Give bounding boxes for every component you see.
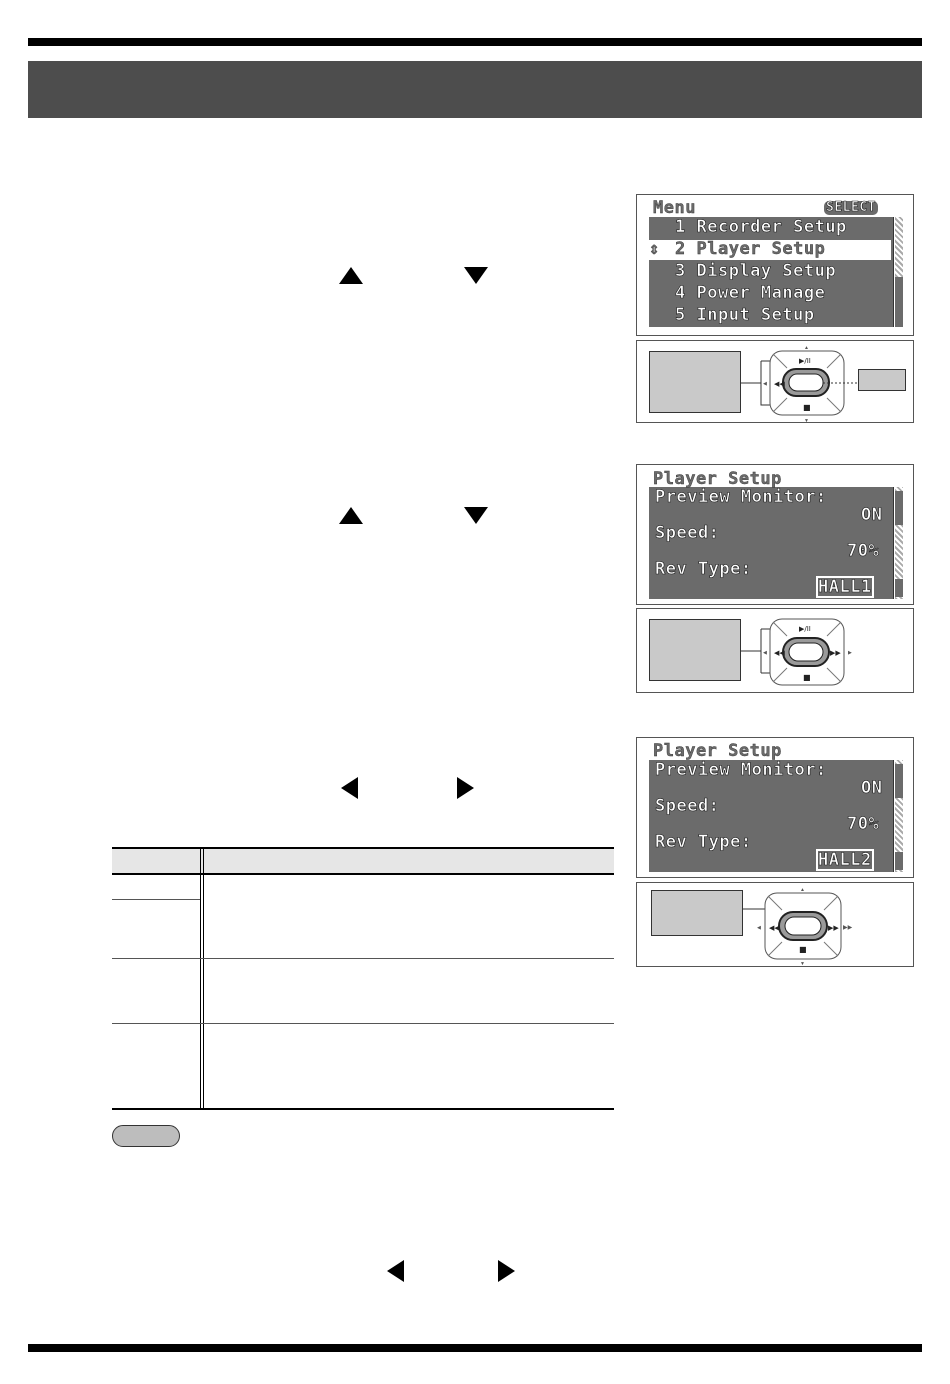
svg-text:▼: ▼ [800, 961, 805, 967]
lcd-screen-player-setup-1 [636, 464, 914, 605]
table-header-rule [112, 873, 614, 875]
svg-text:■: ■ [799, 945, 807, 954]
scrollbar [893, 217, 903, 327]
setting-value-preview-monitor: ON [861, 505, 883, 525]
triangle-up-icon [339, 267, 363, 284]
triangle-up-icon [339, 507, 363, 524]
svg-text:◀: ◀ [757, 925, 761, 931]
top-rule [28, 38, 922, 46]
table-row-divider [112, 958, 614, 959]
section-title-bar [28, 61, 922, 118]
svg-text:■: ■ [803, 403, 811, 412]
controller-diagram-1 [636, 340, 914, 423]
lcd-screen-menu [636, 194, 914, 336]
scrollbar [893, 487, 903, 599]
svg-text:▼: ▼ [804, 418, 809, 423]
bottom-rule [28, 1344, 922, 1352]
setting-label-preview-monitor: Preview Monitor: [655, 760, 827, 780]
triangle-right-icon [498, 1260, 515, 1282]
setting-value-rev-type: HALL1 [818, 577, 872, 597]
svg-text:▶▶: ▶▶ [830, 649, 841, 657]
menu-item-3: 3 Display Setup [675, 261, 837, 281]
lcd-screen-player-setup-2 [636, 737, 914, 878]
controller-diagram-2 [636, 608, 914, 693]
scrollbar-thumb [895, 764, 903, 798]
scrollbar-thumb [895, 491, 903, 525]
triangle-left-icon [387, 1260, 404, 1282]
triangle-down-icon [464, 507, 488, 524]
svg-text:◀◀: ◀◀ [774, 649, 785, 657]
dpad-icon [737, 885, 917, 967]
svg-text:▶/II: ▶/II [799, 357, 811, 365]
svg-text:▶/II: ▶/II [799, 625, 811, 633]
lcd-title: Menu [653, 198, 696, 218]
setting-value-preview-monitor: ON [861, 778, 883, 798]
svg-text:▲: ▲ [804, 345, 809, 351]
setting-value-speed: 70% [847, 541, 880, 561]
svg-text:◀◀: ◀◀ [774, 380, 785, 388]
svg-text:◀◀: ◀◀ [769, 924, 780, 932]
callout-box [651, 890, 743, 936]
select-badge: SELECT [823, 200, 879, 216]
rev-type-table [112, 847, 614, 1111]
setting-value-speed: 70% [847, 814, 880, 834]
triangle-left-icon [341, 777, 358, 799]
menu-item-4: 4 Power Manage [675, 283, 826, 303]
callout-box [649, 351, 741, 413]
svg-text:◀: ◀ [763, 381, 767, 387]
setting-label-preview-monitor: Preview Monitor: [655, 487, 827, 507]
menu-item-1: 1 Recorder Setup [675, 217, 847, 237]
table-header [112, 849, 614, 873]
note-label [112, 1125, 180, 1147]
menu-item-2: 2 Player Setup [675, 239, 826, 259]
dpad-icon [737, 343, 917, 423]
cursor-updown-icon: ⇕ [649, 239, 660, 259]
svg-text:▲: ▲ [800, 887, 805, 893]
triangle-right-icon [457, 777, 474, 799]
setting-label-speed: Speed: [655, 796, 720, 816]
svg-text:▶▶: ▶▶ [843, 925, 853, 931]
scrollbar-thumb [895, 277, 903, 327]
setting-label-rev-type: Rev Type: [655, 832, 752, 852]
svg-text:▶▶: ▶▶ [828, 924, 839, 932]
table-row-divider [112, 899, 200, 900]
table-row-divider [112, 1023, 614, 1024]
triangle-down-icon [464, 267, 488, 284]
dpad-icon [737, 611, 917, 693]
svg-text:■: ■ [803, 673, 811, 682]
svg-text:◀: ◀ [763, 650, 767, 656]
scrollbar [893, 760, 903, 872]
controller-diagram-3 [636, 882, 914, 967]
table-bottom-rule [112, 1108, 614, 1110]
callout-box [649, 619, 741, 681]
setting-label-speed: Speed: [655, 523, 720, 543]
lcd-title: Player Setup [653, 741, 782, 761]
menu-item-5: 5 Input Setup [675, 305, 815, 325]
lcd-title: Player Setup [653, 469, 782, 489]
setting-label-rev-type: Rev Type: [655, 559, 752, 579]
svg-text:▶: ▶ [848, 650, 852, 656]
setting-value-rev-type: HALL2 [818, 850, 872, 870]
